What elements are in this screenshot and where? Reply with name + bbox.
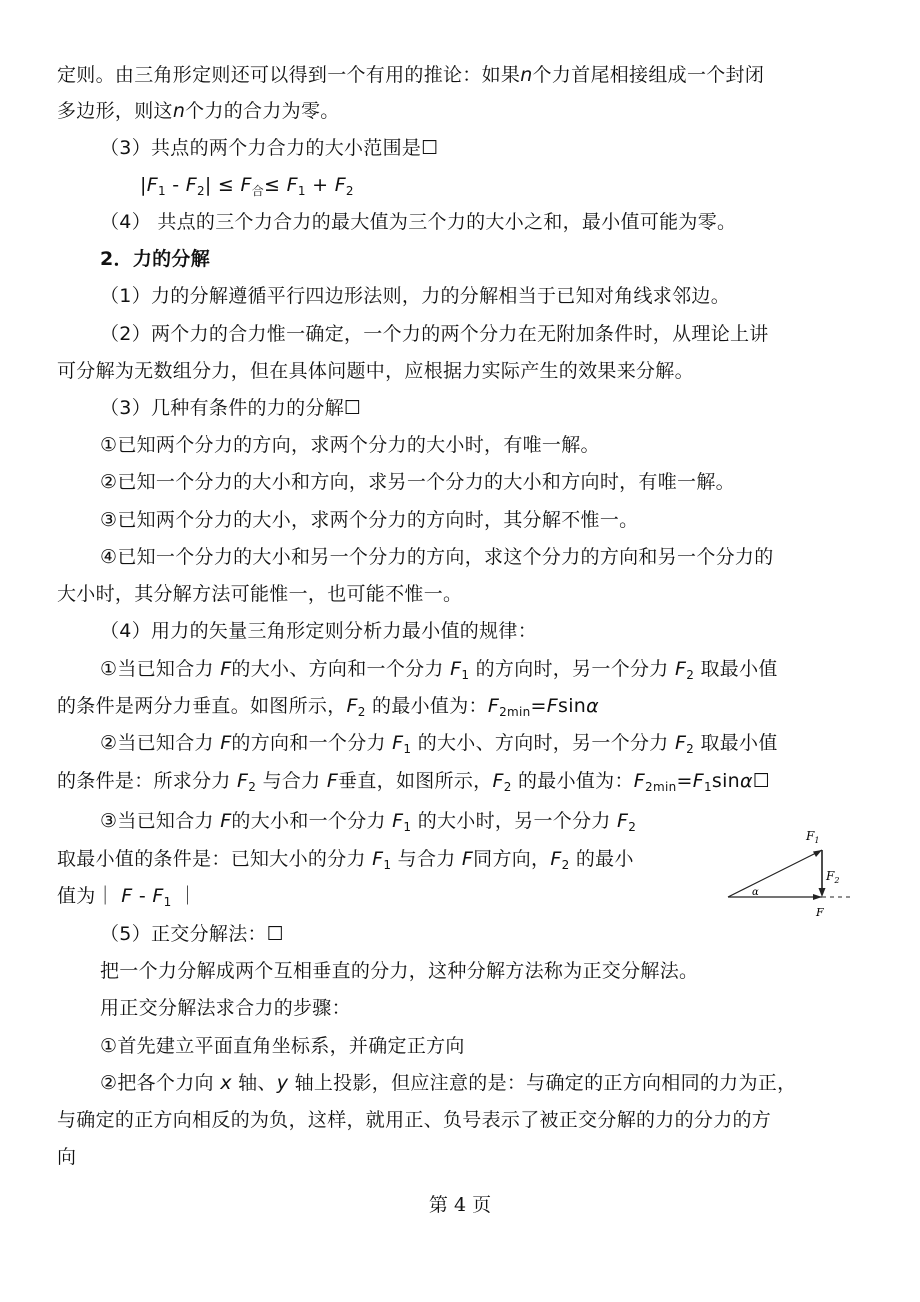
text-line: （1）力的分解遵循平行四边形法则，力的分解相当于已知对角线求邻边。: [100, 285, 730, 307]
section-heading: 2．力的分解: [100, 248, 211, 270]
text-line: 把一个力分解成两个互相垂直的分力，这种分解方法称为正交分解法。: [100, 960, 699, 982]
text-line: 与确定的正方向相反的为负，这样，就用正、负号表示了被正交分解的力的分力的方: [57, 1109, 772, 1131]
text-line: （4）用力的矢量三角形定则分析力最小值的规律：: [100, 620, 537, 642]
force-triangle-figure: [722, 822, 862, 922]
text-line: 的条件是两分力垂直。如图所示，$F_2$ 的最小值为：$F_{2min}=Fsin\alpha$: [57, 695, 599, 719]
F-arrowhead-icon: [813, 894, 822, 900]
label-alpha: α: [752, 887, 759, 898]
text-line: 多边形，则这n个力的合力为零。: [57, 100, 340, 122]
F2-arrowhead-icon: [819, 888, 826, 897]
text-line: （2）两个力的合力惟一确定，一个力的两个分力在无附加条件时，从理论上讲: [100, 323, 769, 345]
text-line: （5）正交分解法：☐: [100, 923, 285, 945]
text-line: ②当已知合力 F的方向和一个分力 $F_1$ 的大小、方向时，另一个分力 $F_2$ 取最小值: [100, 732, 778, 756]
text-line: 用正交分解法求合力的步骤：: [100, 997, 351, 1019]
page-number-footer: 第 4 页: [428, 1194, 492, 1216]
text-line: 可分解为无数组分力，但在具体问题中，应根据力实际产生的效果来分解。: [57, 360, 694, 382]
text-line: 向: [57, 1146, 77, 1168]
text-line: （3）几种有条件的力的分解☐: [100, 397, 362, 419]
text-line: 定则。由三角形定则还可以得到一个有用的推论：如果n个力首尾相接组成一个封闭: [57, 64, 765, 86]
text-line: ①已知两个分力的方向，求两个分力的大小时，有唯一解。: [100, 434, 600, 456]
F1-vector: [728, 850, 822, 897]
text-line: ②已知一个分力的大小和方向，求另一个分力的大小和方向时，有唯一解。: [100, 471, 735, 493]
text-line: ①当已知合力 F的大小、方向和一个分力 $F_1$ 的方向时，另一个分力 $F_2$ 取最小值: [100, 658, 778, 682]
F1-arrowhead-icon: [813, 850, 822, 857]
text-line: ①首先建立平面直角坐标系，并确定正方向: [100, 1035, 465, 1057]
text-line: ②把各个力向 x 轴、y 轴上投影，但应注意的是：与确定的正方向相同的力为正，: [100, 1072, 797, 1094]
label-F: F: [816, 906, 824, 919]
text-line: 取最小值的条件是：已知大小的分力 $F_1$ 与合力 F同方向，$F_2$ 的最小: [57, 848, 634, 872]
text-line: 大小时，其分解方法可能惟一，也可能不惟一。: [57, 583, 463, 605]
text-line: （4） 共点的三个力合力的最大值为三个力的大小之和，最小值可能为零。: [100, 211, 737, 233]
formula-line: $|F_1 - F_2| \le F_合\le F_1 + F_2$: [140, 174, 354, 198]
text-line: ④已知一个分力的大小和另一个分力的方向，求这个分力的方向和另一个分力的: [100, 546, 774, 568]
text-line: ③当已知合力 F的大小和一个分力 $F_1$ 的大小时，另一个分力 $F_2$: [100, 810, 637, 834]
label-F2: $F_2$: [826, 869, 840, 885]
label-F1: $F_1$: [806, 829, 820, 845]
text-line: 值为｜ F - $F_1$ ｜: [57, 885, 198, 909]
text-line: 的条件是：所求分力 $F_2$ 与合力 F垂直，如图所示，$F_2$ 的最小值为：$F_{2min}=F_1\sin\alpha☐$: [57, 770, 771, 794]
text-line: ③已知两个分力的大小，求两个分力的方向时，其分解不惟一。: [100, 509, 639, 531]
text-line: （3）共点的两个力合力的大小范围是☐: [100, 137, 439, 159]
